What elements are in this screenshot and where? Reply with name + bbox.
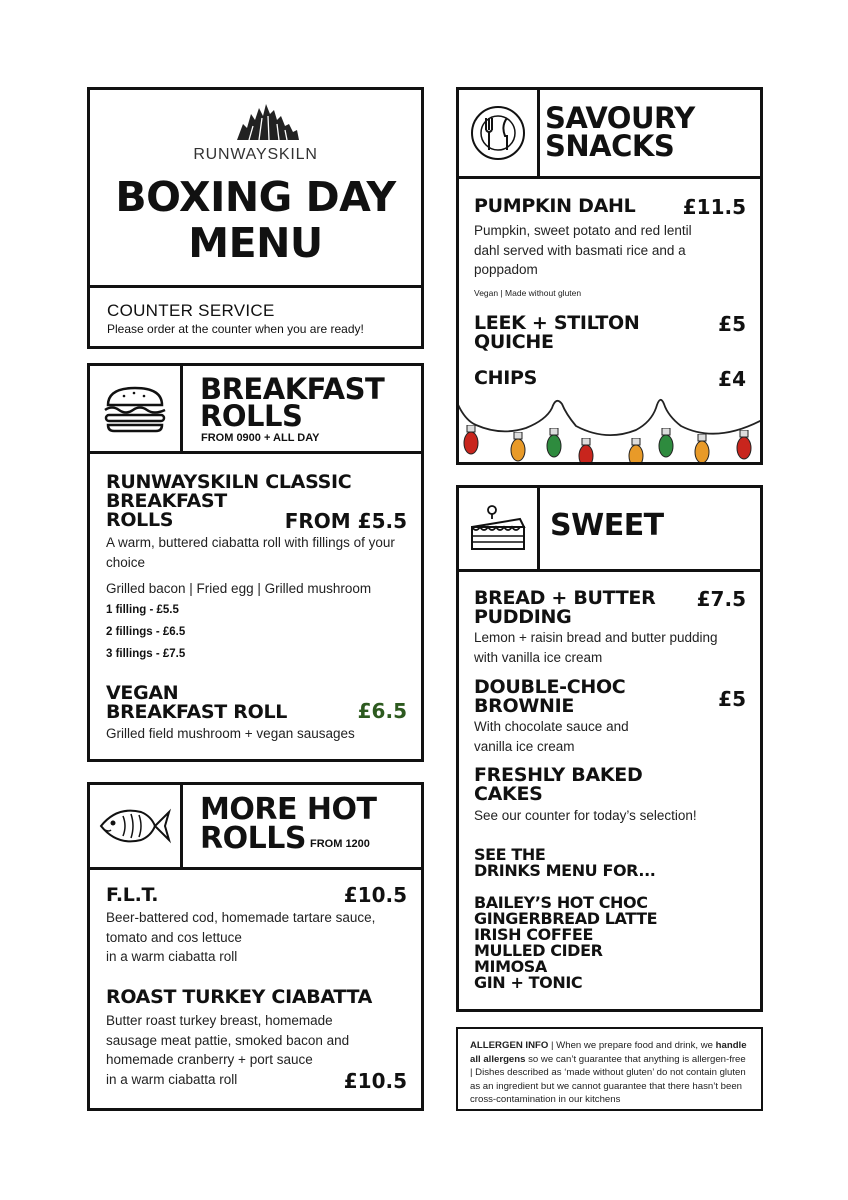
divider xyxy=(459,569,760,572)
divider xyxy=(90,285,421,288)
title-card xyxy=(87,87,424,349)
turkey-title: ROAST TURKEY CIABATTA xyxy=(106,986,373,1008)
cakes-title: FRESHLY BAKED CAKES xyxy=(474,764,643,805)
breakfast-heading-line2: ROLLS xyxy=(200,399,303,433)
drink-item: BAILEY’S HOT CHOC xyxy=(474,893,648,912)
breakfast-section xyxy=(87,363,424,762)
page-title-line2: MENU xyxy=(188,219,323,267)
christmas-lights xyxy=(456,390,763,465)
bulb-light-icon xyxy=(509,432,527,462)
bulb-light-icon xyxy=(462,425,480,455)
drink-item: GIN + TONIC xyxy=(474,973,583,992)
sweet-section xyxy=(456,485,763,1012)
turkey-price: £10.5 xyxy=(343,1069,407,1093)
classic-roll-title: RUNWAYSKILN CLASSIC BREAKFAST ROLLS xyxy=(106,471,352,531)
bulb-light-icon xyxy=(735,430,753,460)
divider xyxy=(537,488,540,569)
savoury-heading-line2: SNACKS xyxy=(545,129,675,163)
divider xyxy=(459,176,760,179)
allergen-label: ALLERGEN INFO xyxy=(470,1040,549,1051)
vegan-roll-title: VEGAN BREAKFAST ROLL xyxy=(106,682,288,723)
allergen-bold: handle all allergens xyxy=(470,1040,747,1065)
divider xyxy=(537,90,540,176)
bulb-light-icon xyxy=(693,434,711,464)
flt-price: £10.5 xyxy=(343,883,407,907)
kiln-logo xyxy=(235,102,301,142)
cakes-desc: See our counter for today’s selection! xyxy=(474,808,697,823)
dahl-title: PUMPKIN DAHL xyxy=(474,195,636,217)
vegan-roll-desc: Grilled field mushroom + vegan sausages xyxy=(106,726,355,741)
dahl-note: Vegan | Made without gluten xyxy=(474,288,582,298)
bulb-light-icon xyxy=(627,438,645,465)
vegan-roll-price: £6.5 xyxy=(357,699,407,723)
classic-roll-fillings: Grilled bacon | Fried egg | Grilled mushroom xyxy=(106,581,372,596)
counter-service-title: COUNTER SERVICE xyxy=(107,301,275,320)
chips-price: £4 xyxy=(718,367,746,391)
quiche-price: £5 xyxy=(718,312,746,336)
bulb-light-icon xyxy=(545,428,563,458)
allergen-info xyxy=(456,1027,763,1111)
cake-icon xyxy=(459,488,537,568)
savoury-section xyxy=(456,87,763,465)
dahl-price: £11.5 xyxy=(682,195,746,219)
drink-item: MIMOSA xyxy=(474,957,547,976)
hot-rolls-heading-line1: MORE HOT xyxy=(200,792,377,827)
drinks-list xyxy=(474,895,657,991)
breakfast-subheading: FROM 0900 + ALL DAY xyxy=(201,432,320,444)
dahl-desc: Pumpkin, sweet potato and red lentil dahl served with basmati rice and a poppadom xyxy=(474,223,692,277)
drinks-heading: SEE THE DRINKS MENU FOR... xyxy=(474,845,656,880)
classic-roll-price: FROM £5.5 xyxy=(284,509,407,533)
brownie-desc: With chocolate sauce and vanilla ice cream xyxy=(474,719,629,754)
divider xyxy=(180,366,183,451)
flt-desc: Beer-battered cod, homemade tartare sauce, tomato and cos lettuce in a warm ciabatta roll xyxy=(106,910,376,964)
brand-name: RUNWAYSKILN xyxy=(193,146,318,163)
bulb-light-icon xyxy=(577,438,595,465)
hot-rolls-section xyxy=(87,782,424,1111)
chips-title: CHIPS xyxy=(474,367,538,389)
savoury-heading-line1: SAVOURY xyxy=(545,101,695,135)
page-title-line1: BOXING DAY xyxy=(115,173,396,221)
hot-rolls-heading-line2: ROLLS xyxy=(200,821,306,856)
quiche-title: LEEK + STILTON QUICHE xyxy=(474,312,640,353)
pudding-title: BREAD + BUTTER PUDDING xyxy=(474,587,656,628)
divider xyxy=(180,785,183,867)
counter-service-text: Please order at the counter when you are ready! xyxy=(107,322,364,336)
classic-option-1: 1 filling - £5.5 xyxy=(106,604,179,616)
classic-option-3: 3 fillings - £7.5 xyxy=(106,648,186,660)
flt-title: F.L.T. xyxy=(106,884,159,906)
classic-roll-desc: A warm, buttered ciabatta roll with fillings of your choice xyxy=(106,535,395,570)
brownie-price: £5 xyxy=(718,687,746,711)
drink-item: MULLED CIDER xyxy=(474,941,603,960)
cutlery-icon xyxy=(459,90,537,175)
allergen-text-2: so we can’t guarantee that anything is allergen-free | Dishes described as ‘made without gluten’ do not contain gluten as an ingredient but we cannot guarantee that there hasn’t been cross-contamination in our kitchens xyxy=(470,1053,746,1106)
breakfast-heading-line1: BREAKFAST xyxy=(200,372,385,406)
pudding-desc: Lemon + raisin bread and butter pudding with vanilla ice cream xyxy=(474,630,718,665)
sweet-heading: SWEET xyxy=(550,508,664,543)
hot-rolls-subheading: FROM 1200 xyxy=(310,838,370,850)
bulb-light-icon xyxy=(657,428,675,458)
turkey-desc: Butter roast turkey breast, homemade sausage meat pattie, smoked bacon and homemade cranberry + port sauce in a warm ciabatta roll xyxy=(106,1013,350,1087)
drink-item: IRISH COFFEE xyxy=(474,925,593,944)
divider xyxy=(90,867,421,870)
brownie-title: DOUBLE-CHOC BROWNIE xyxy=(474,676,626,717)
pudding-price: £7.5 xyxy=(696,587,746,611)
burger-icon xyxy=(90,366,180,451)
allergen-text-1: | When we prepare food and drink, we xyxy=(548,1040,716,1051)
drink-item: GINGERBREAD LATTE xyxy=(474,909,658,928)
classic-option-2: 2 fillings - £6.5 xyxy=(106,626,186,638)
fish-icon xyxy=(90,785,180,867)
divider xyxy=(90,451,421,454)
